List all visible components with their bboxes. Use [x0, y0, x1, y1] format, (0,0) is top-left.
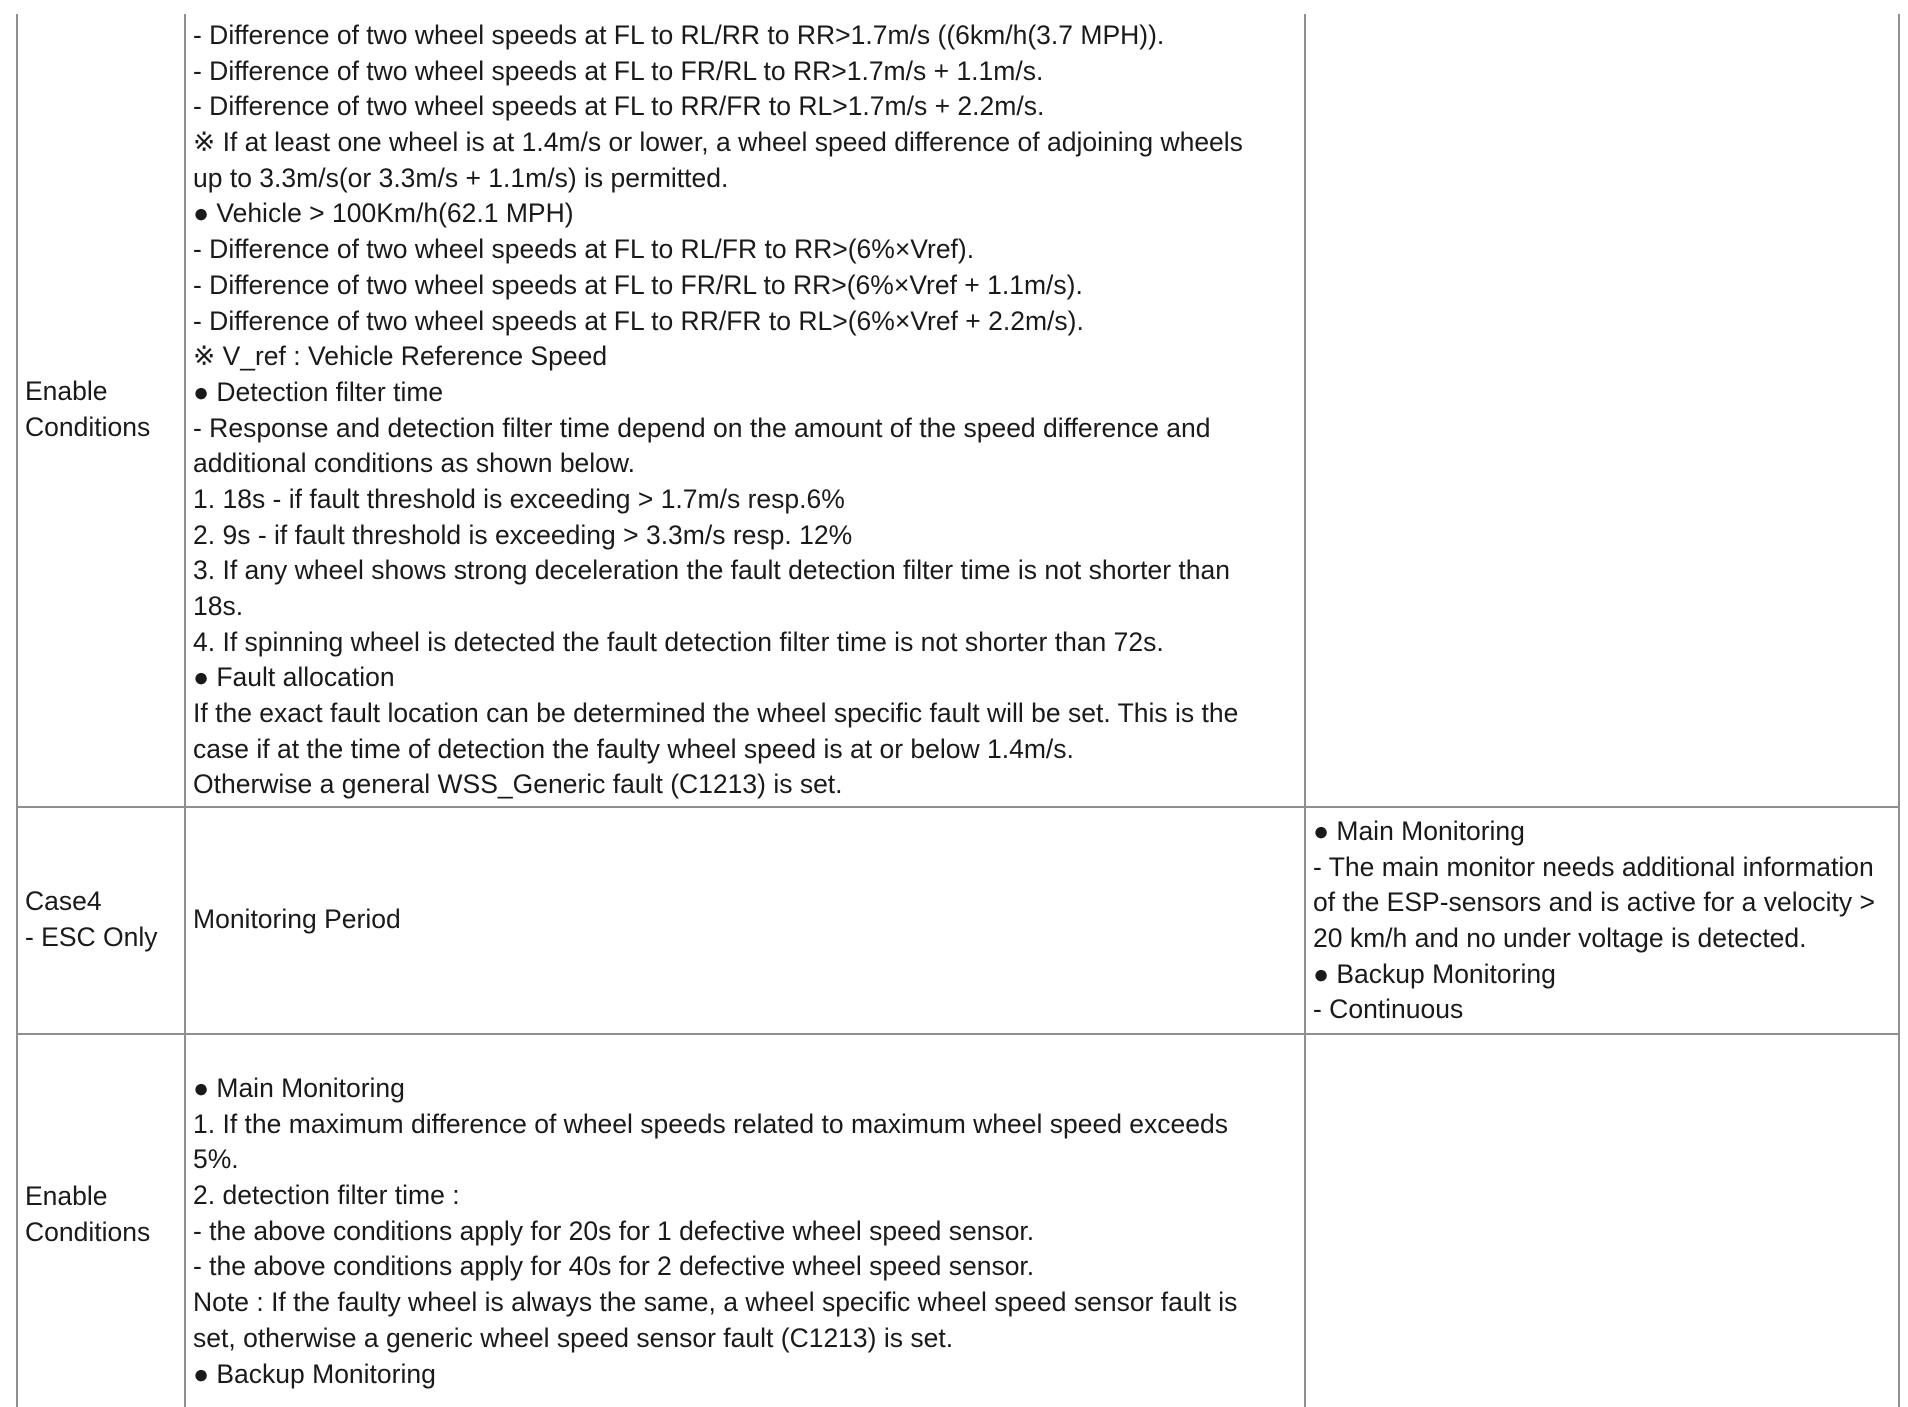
row-2-label: [25, 884, 158, 955]
row-divider-1: [16, 806, 1900, 808]
condition-line: - Difference of two wheel speeds at FL to FR/RL to RR>(6%×Vref + 1.1m/s).: [193, 269, 1083, 300]
condition-line: ● Detection filter time: [193, 376, 444, 407]
condition-line: ※ V_ref : Vehicle Reference Speed: [193, 341, 608, 372]
condition-line: 1. If the maximum difference of wheel speeds related to maximum wheel speed exceeds: [193, 1108, 1229, 1139]
condition-line: ● Vehicle > 100Km/h(62.1 MPH): [193, 198, 574, 229]
condition-line: 5%.: [193, 1144, 239, 1175]
condition-line: ● Fault allocation: [193, 662, 395, 693]
monitoring-line: 20 km/h and no under voltage is detected.: [1313, 923, 1807, 954]
label-line: Enable: [25, 376, 108, 406]
condition-line: ※ If at least one wheel is at 1.4m/s or lower, a wheel speed difference of adjoining wheels: [193, 127, 1243, 158]
condition-line: - Response and detection filter time depend on the amount of the speed difference and: [193, 412, 1211, 443]
condition-line: 4. If spinning wheel is detected the fault detection filter time is not shorter than 72s.: [193, 626, 1164, 657]
condition-line: up to 3.3m/s(or 3.3m/s + 1.1m/s) is permitted.: [193, 162, 729, 193]
monitoring-line: of the ESP-sensors and is active for a velocity >: [1313, 887, 1875, 918]
row-2-monitoring-period: [193, 902, 401, 938]
row-divider-2: [16, 1033, 1900, 1035]
table-border-left: [16, 14, 18, 1407]
table-divider-col2: [1304, 14, 1306, 1407]
condition-line: 1. 18s - if fault threshold is exceeding > 1.7m/s resp.6%: [193, 483, 845, 514]
monitoring-line: ● Backup Monitoring: [1313, 958, 1556, 989]
row-1-conditions: [193, 18, 1243, 803]
row-3-label: [25, 1179, 150, 1250]
row-2-monitoring-details: [1313, 814, 1875, 1028]
condition-line: - the above conditions apply for 40s for 2 defective wheel speed sensor.: [193, 1251, 1035, 1282]
condition-line: Note : If the faulty wheel is always the same, a wheel specific wheel speed sensor fault is: [193, 1287, 1238, 1318]
label-line: - ESC Only: [25, 921, 158, 952]
condition-line: - Difference of two wheel speeds at FL to RR/FR to RL>1.7m/s + 2.2m/s.: [193, 91, 1045, 122]
condition-line: Otherwise a general WSS_Generic fault (C1213) is set.: [193, 769, 843, 800]
condition-line: set, otherwise a generic wheel speed sensor fault (C1213) is set.: [193, 1322, 954, 1353]
condition-line: additional conditions as shown below.: [193, 448, 635, 479]
table-divider-col1: [184, 14, 186, 1407]
condition-line: - the above conditions apply for 20s for 1 defective wheel speed sensor.: [193, 1215, 1035, 1246]
condition-line: - Difference of two wheel speeds at FL to FR/RL to RR>1.7m/s + 1.1m/s.: [193, 55, 1044, 86]
condition-line: - Difference of two wheel speeds at FL to RR/FR to RL>(6%×Vref + 2.2m/s).: [193, 305, 1084, 336]
condition-line: 18s.: [193, 591, 244, 621]
condition-line: ● Main Monitoring: [193, 1073, 405, 1103]
monitoring-line: - The main monitor needs additional information: [1313, 851, 1874, 882]
condition-line: If the exact fault location can be determined the wheel specific fault will be set. This is the: [193, 698, 1239, 729]
monitoring-period-label: Monitoring Period: [193, 904, 401, 934]
label-line: Conditions: [25, 411, 151, 442]
label-line: Enable: [25, 1181, 108, 1211]
monitoring-line: - Continuous: [1313, 994, 1464, 1025]
condition-line: case if at the time of detection the faulty wheel speed is at or below 1.4m/s.: [193, 733, 1074, 764]
condition-line: 2. detection filter time :: [193, 1180, 460, 1211]
condition-line: - Difference of two wheel speeds at FL to RL/RR to RR>1.7m/s ((6km/h(3.7 MPH)).: [193, 20, 1165, 50]
table-border-right: [1898, 14, 1900, 1407]
label-line: Case4: [25, 886, 102, 916]
label-line: Conditions: [25, 1216, 151, 1247]
row-3-conditions: [193, 1071, 1237, 1392]
condition-line: 3. If any wheel shows strong deceleration the fault detection filter time is not shorter than: [193, 555, 1231, 586]
condition-line: ● Backup Monitoring: [193, 1358, 436, 1389]
condition-line: - Difference of two wheel speeds at FL to RL/FR to RR>(6%×Vref).: [193, 234, 975, 265]
row-1-label: [25, 374, 150, 445]
condition-line: 2. 9s - if fault threshold is exceeding > 3.3m/s resp. 12%: [193, 519, 853, 550]
monitoring-line: ● Main Monitoring: [1313, 816, 1525, 846]
